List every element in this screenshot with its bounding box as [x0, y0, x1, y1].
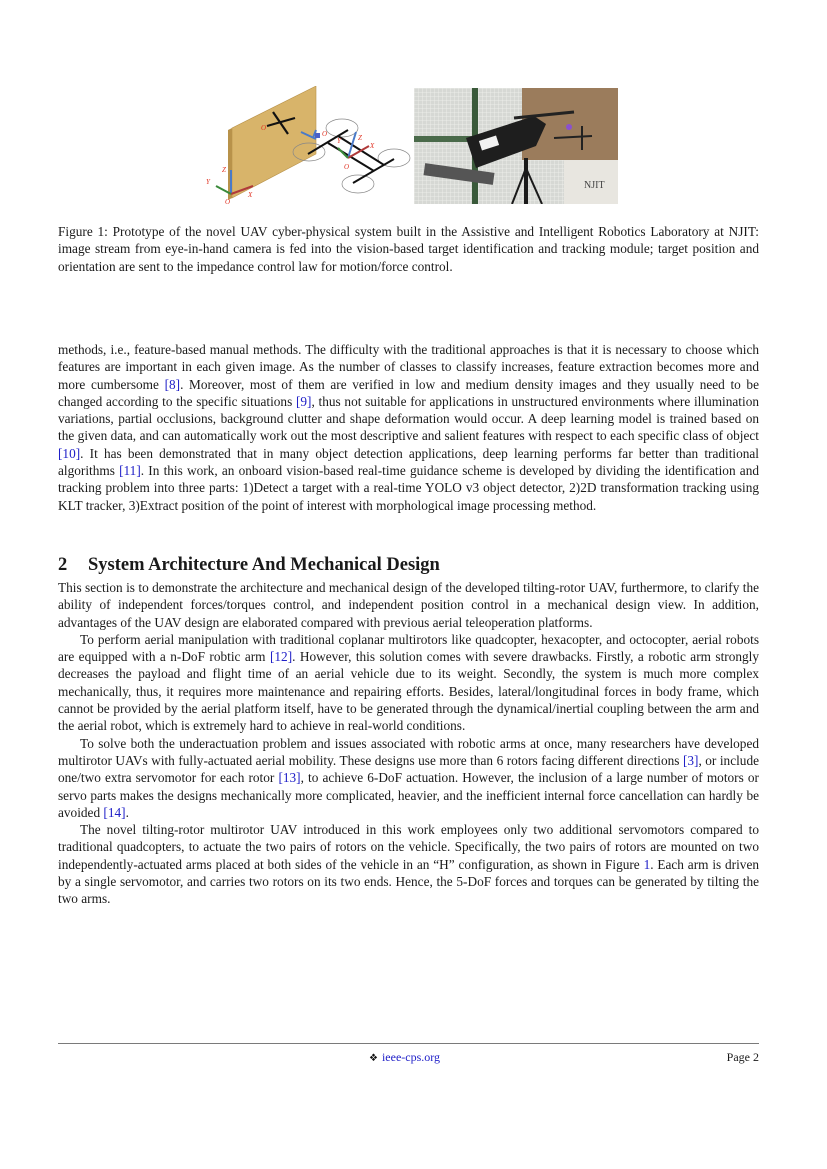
figure-reference-1[interactable]: 1: [643, 856, 651, 872]
citation-12[interactable]: [12]: [269, 649, 293, 665]
svg-text:Z: Z: [358, 134, 362, 142]
section-title: System Architecture And Mechanical Design: [88, 555, 440, 575]
footer-website-link[interactable]: [369, 1050, 440, 1065]
svg-text:Y: Y: [337, 137, 341, 145]
svg-text:Y: Y: [206, 178, 210, 186]
svg-text:O: O: [225, 198, 231, 206]
figure-1: [198, 86, 622, 206]
citation-14[interactable]: [14]: [103, 804, 126, 820]
target-origin-label: O: [261, 124, 267, 132]
njit-watermark: NJIT: [584, 180, 605, 191]
uav-coordinate-diagram: [198, 86, 412, 206]
intro-paragraph: methods, i.e., feature-based manual methods. The difficulty with the traditional approaches is that it is necessary to choose which features are important in each given image. As the number of classes to classify increases, feature extraction becomes more and more cumbersome [8]. Moreover, most of them are verified in low and medium density images and they usually need to be changed according to the specific situations [9], thus not suitable for applications in unstructured environments where illumination variations, partial occlusions, background clutter and shape deformation would occur. A deep learning model is trained based on the given data, and can automatically work out the most descriptive and salient features with respect to each specific class of object [10]. It has been demonstrated that in many object detection applications, deep learning performs far better than traditional algorithms [11]. In this work, an onboard vision-based real-time guidance scheme is developed by dividing the identification and tracking problem into three parts: 1)Detect a target with a real-time YOLO v3 object detector, 2)2D transformation tracking using KLT tracker, 3)Extract position of the point of interest with morphological image processing method.: [58, 342, 760, 513]
citation-11[interactable]: [11]: [119, 463, 141, 479]
footer-divider: [58, 1043, 759, 1044]
citation-8[interactable]: [8]: [164, 376, 181, 392]
paragraph-2: To perform aerial manipulation with traditional coplanar multirotors like quadcopter, hexacopter, and octocopter, aerial robots are equipped with a n-DoF robtic arm [12]. However, this solution comes with severe drawbacks. Firstly, a robotic arm strongly decreases the payload and flight time of an aerial vehicle due to its weight. Secondly, the system is much more complex mechanically, thus, it requires more maintenance and repairing efforts. Besides, lateral/longitudinal forces in body frame, which cannot be provided by the aerial platform itself, have to be generated through the dynamical/inertial coupling between the arm and the aerial robot, which is extremely hard to achieve in real-world conditions.: [58, 631, 759, 734]
figure-caption: Figure 1: Prototype of the novel UAV cyber-physical system built in the Assistive and Intelligent Robotics Laboratory at NJIT: image stream from eye-in-hand camera is fed into the vision-based target identification and tracking module; target position and orientation are sent to the impedance control law for motion/force control.: [58, 224, 759, 274]
bird-icon: ❖: [369, 1053, 378, 1064]
citation-3[interactable]: [3]: [682, 752, 699, 768]
paragraph-4: The novel tilting-rotor multirotor UAV introduced in this work employees only two additional servomotors compared to traditional quadcopters, to actuate the two pairs of rotors on the vehicle. Specifically, the two pairs of rotors are mounted on two independently-actuated arms placed at both sides of the vehicle in an “H” configuration, as shown in Figure 1. Each arm is driven by a single servomotor, and carries two rotors on its two ends. Hence, the 5-DoF forces and torques can be generated by tilting the two arms.: [58, 822, 759, 907]
intro-continued: [58, 341, 759, 514]
paragraph-3: To solve both the underactuation problem and issues associated with robotic arms at once, many researchers have developed multirotor UAVs with fully-actuated aerial mobility. These designs use more than 6 rotors facing different directions [3], or include one/two extra servomotor for each rotor [13], to achieve 6-DoF actuation. However, the inclusion of a large number of motors or servo parts makes the designs mechanically more complicated, heavier, and the inefficient internal force cancellation can hardly be avoided [14].: [58, 735, 759, 820]
citation-13[interactable]: [13]: [278, 770, 301, 786]
paragraph-1: This section is to demonstrate the architecture and mechanical design of the developed tilting-rotor UAV, furthermore, to clarify the ability of independent forces/torques control, and independent position control in a mechanical design view. In addition, advantages of the UAV design are elaborated compared with previous aerial teleoperation platforms.: [58, 580, 759, 630]
citation-10[interactable]: [10]: [58, 445, 81, 461]
svg-text:X: X: [370, 142, 375, 150]
page-number: Page 2: [726, 1050, 759, 1064]
svg-text:X: X: [248, 191, 253, 199]
svg-text:O: O: [322, 130, 328, 138]
footer-link-label: ieee-cps.org: [381, 1050, 441, 1064]
svg-text:Z: Z: [222, 166, 226, 174]
section-2-body: [58, 579, 759, 908]
svg-text:O: O: [344, 163, 350, 171]
uav-prototype-photo: [414, 88, 618, 204]
section-number: 2: [58, 555, 68, 575]
citation-9[interactable]: [9]: [295, 393, 312, 409]
section-heading: [58, 554, 440, 576]
